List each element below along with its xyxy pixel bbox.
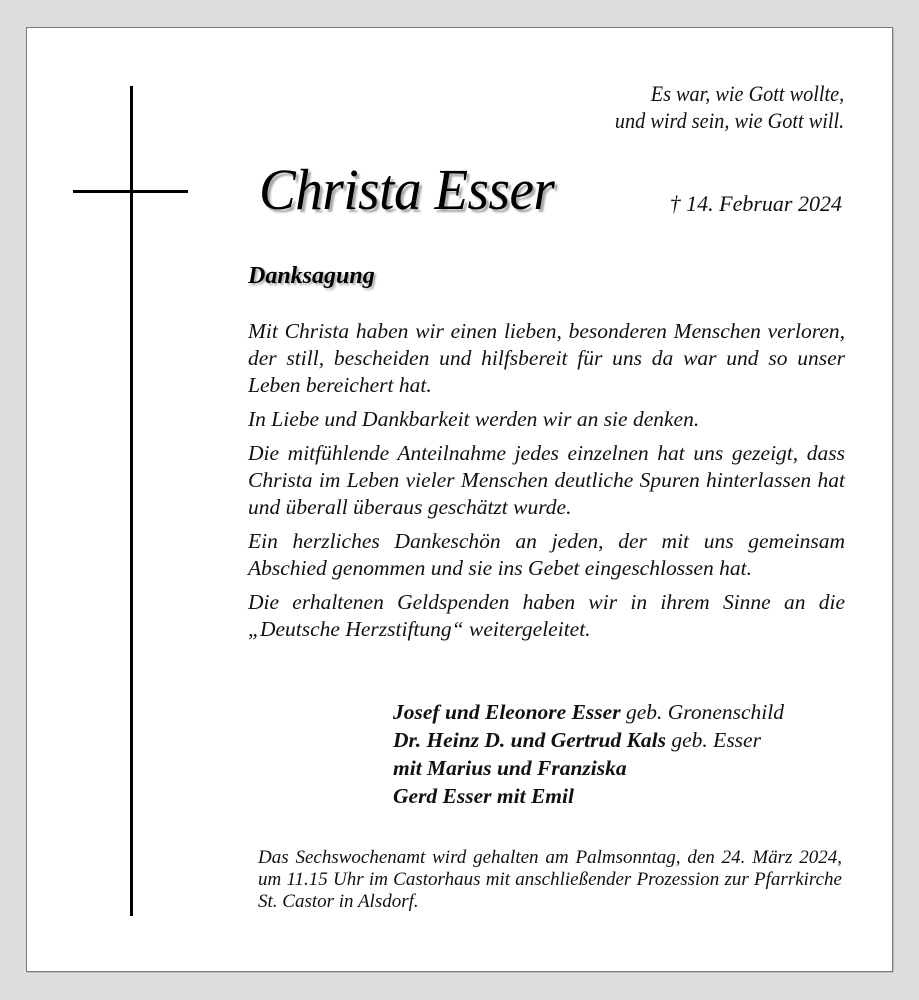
signers-list <box>393 698 863 810</box>
signer <box>393 726 863 754</box>
thank-you-text <box>248 318 845 650</box>
paragraph: Mit Christa haben wir einen lieben, besonderen Menschen verloren, der still, bescheiden und hilfsbereit für uns da war und so unser Leben bereichert hat. <box>248 319 845 397</box>
signer <box>393 754 863 782</box>
cross-icon-horizontal-bar <box>73 190 188 193</box>
obituary-card <box>26 27 893 972</box>
signer-suffix: geb. Esser <box>666 728 761 752</box>
death-date: † 14. Februar 2024 <box>669 191 842 216</box>
motto-line-1: Es war, wie Gott wollte, <box>650 81 844 106</box>
motto-quote <box>615 80 844 134</box>
service-info: Das Sechswochenamt wird gehalten am Palmsonntag, den 24. März 2024, um 11.15 Uhr im Castorhaus mit anschließender Prozession zur Pfarrkirche St. Castor in Alsdorf. <box>258 847 842 912</box>
paragraph: Ein herzliches Dankeschön an jeden, der mit uns gemeinsam Abschied genommen und sie ins Gebet eingeschlossen hat. <box>248 529 845 580</box>
paragraph: In Liebe und Dankbarkeit werden wir an sie denken. <box>248 407 700 431</box>
paragraph: Die mitfühlende Anteilnahme jedes einzelnen hat uns gezeigt, dass Christa im Leben vieler Menschen deutliche Spuren hinterlassen hat und überall überaus geschätzt wurde. <box>248 441 845 519</box>
section-heading: Danksagung <box>248 263 375 289</box>
signer-name: mit Marius und Franziska <box>393 756 627 780</box>
signer-name: Josef und Eleonore Esser <box>393 700 621 724</box>
signer <box>393 782 863 810</box>
cross-icon-vertical-bar <box>130 86 133 916</box>
signer-name: Gerd Esser mit Emil <box>393 784 574 808</box>
signer-name: Dr. Heinz D. und Gertrud Kals <box>393 728 667 752</box>
signer-suffix: geb. Gronenschild <box>620 700 784 724</box>
motto-line-2: und wird sein, wie Gott will. <box>614 108 844 133</box>
paragraph: Die erhaltenen Geldspenden haben wir in ihrem Sinne an die „Deutsche Herzstiftung“ weitergeleitet. <box>248 590 845 641</box>
signer <box>393 698 863 726</box>
deceased-name: Christa Esser <box>259 157 555 222</box>
